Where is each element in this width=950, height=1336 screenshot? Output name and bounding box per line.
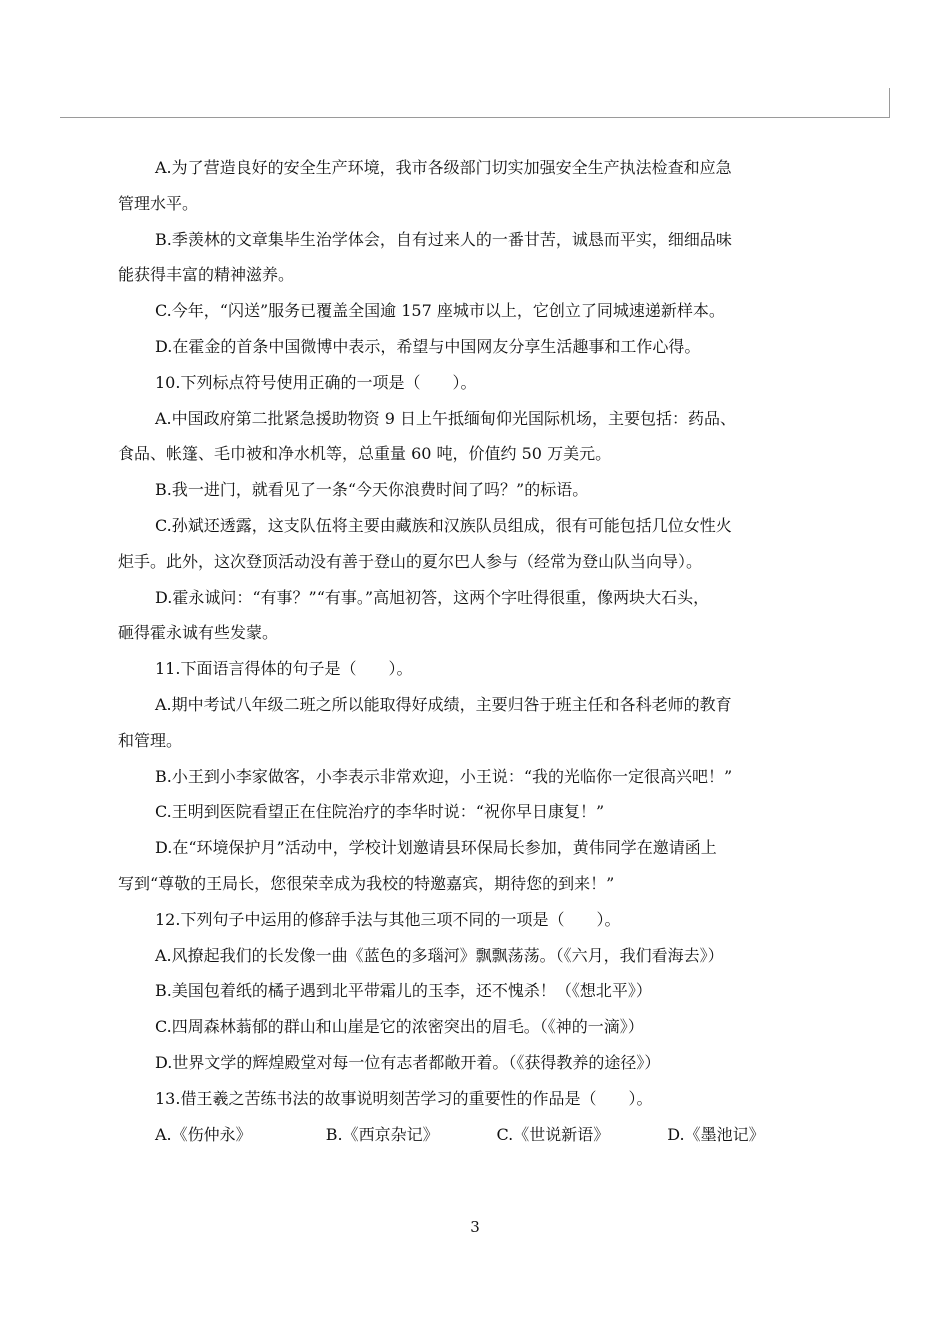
question-12: 12.下列句子中运用的修辞手法与其他三项不同的一项是（ ）。: [155, 909, 621, 929]
text-line: C.今年，“闪送”服务已覆盖全国逾 157 座城市以上，它创立了同城速递新样本。: [155, 301, 725, 321]
text-line: B.我一进门，就看见了一条“今天你浪费时间了吗？”的标语。: [155, 480, 589, 500]
header-corner-mark: [889, 88, 890, 118]
question-13: 13.借王羲之苦练书法的故事说明刻苦学习的重要性的作品是（ ）。: [155, 1088, 653, 1108]
text-line: 炬手。此外，这次登顶活动没有善于登山的夏尔巴人参与（经常为登山队当向导）。: [118, 551, 703, 571]
choice-a: A.《伤仲永》: [155, 1124, 252, 1144]
text-line: 管理水平。: [118, 193, 199, 213]
page-number: 3: [470, 1218, 480, 1236]
text-line: A.风撩起我们的长发像一曲《蓝色的多瑙河》飘飘荡荡。（《六月，我们看海去》）: [155, 945, 724, 965]
text-line: A.期中考试八年级二班之所以能取得好成绩，主要归咎于班主任和各科老师的教育: [155, 694, 732, 714]
text-line: C.王明到医院看望正在住院治疗的李华时说：“祝你早日康复！”: [155, 802, 605, 822]
text-line: B.季羡林的文章集毕生治学体会，自有过来人的一番甘苦，诚恳而平实，细细品味: [155, 229, 732, 249]
choice-d: D.《墨池记》: [667, 1124, 765, 1144]
text-line: D.世界文学的辉煌殿堂对每一位有志者都敞开着。（《获得教养的途径》）: [155, 1052, 661, 1072]
answer-choices: [118, 1117, 838, 1153]
text-line: B.小王到小李家做客，小李表示非常欢迎，小王说：“我的光临你一定很高兴吧！”: [155, 766, 733, 786]
text-line: 能获得丰富的精神滋养。: [118, 265, 295, 285]
text-line: A.为了营造良好的安全生产环境，我市各级部门切实加强安全生产执法检查和应急: [155, 158, 732, 177]
choice-c: C.《世说新语》: [496, 1124, 610, 1144]
text-line: 和管理。: [118, 730, 183, 750]
header-rule: [60, 117, 890, 118]
text-line: 写到“尊敬的王局长，您很荣幸成为我校的特邀嘉宾，期待您的到来！”: [118, 873, 615, 893]
text-line: A.中国政府第二批紧急援助物资 9 日上午抵缅甸仰光国际机场，主要包括：药品、: [155, 408, 736, 428]
text-line: D.霍永诚问：“有事？”“有事。”高旭初答，这两个字吐得很重，像两块大石头，: [155, 587, 710, 607]
question-10: 10.下列标点符号使用正确的一项是（ ）。: [155, 372, 477, 392]
question-11: 11.下面语言得体的句子是（ ）。: [155, 659, 413, 679]
text-line: D.在霍金的首条中国微博中表示，希望与中国网友分享生活趣事和工作心得。: [155, 336, 701, 356]
text-line: C.四周森林蓊郁的群山和山崖是它的浓密突出的眉毛。（《神的一滴》）: [155, 1017, 644, 1037]
text-line: C.孙斌还透露，这支队伍将主要由藏族和汉族队员组成，很有可能包括几位女性火: [155, 515, 732, 535]
text-line: 砸得霍永诚有些发蒙。: [118, 623, 279, 643]
choice-b: B.《西京杂记》: [325, 1124, 439, 1144]
text-line: B.美国包着纸的橘子遇到北平带霜儿的玉李，还不愧杀！（《想北平》）: [155, 981, 652, 1001]
question-body: [118, 150, 838, 1152]
text-line: D.在“环境保护月”活动中，学校计划邀请县环保局长参加，黄伟同学在邀请函上: [155, 838, 717, 858]
text-line: 食品、帐篷、毛巾被和净水机等，总重量 60 吨，价值约 50 万美元。: [118, 444, 612, 464]
